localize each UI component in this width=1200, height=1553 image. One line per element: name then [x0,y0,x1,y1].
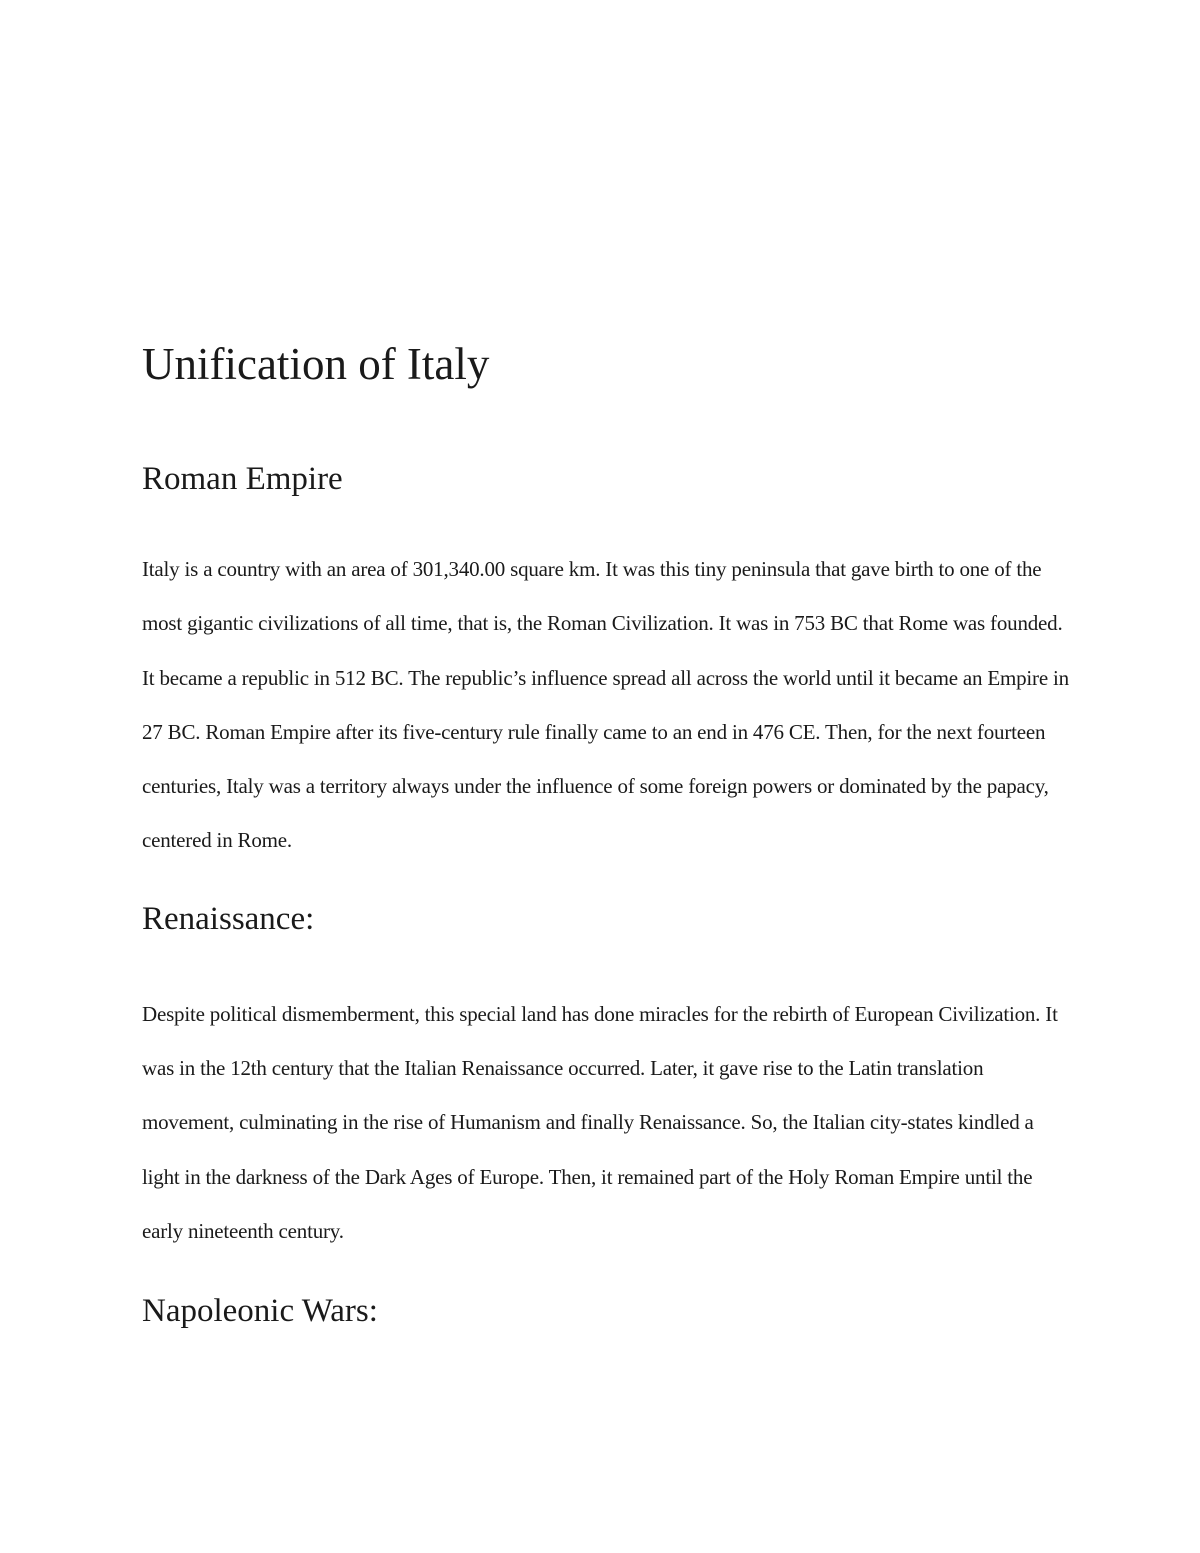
section-heading-napoleonic-wars: Napoleonic Wars: [142,1293,378,1330]
section-heading-renaissance: Renaissance: [142,900,315,937]
document-content [142,334,1072,1331]
section-paragraph-renaissance: Despite political dismemberment, this special land has done miracles for the rebirth of European Civilization. It was in the 12th century that the Italian Renaissance occurred. Later, it gave rise to the Latin translation movement, culminating in the rise of Humanism and finally Renaissance. So, the Italian city-states kindled a light in the darkness of the Dark Ages of Europe. Then, it remained part of the Holy Roman Empire until the early nineteenth century. [142,1001,1058,1243]
section-paragraph-roman-empire: Italy is a country with an area of 301,340.00 square km. It was this tiny peninsula that gave birth to one of the most gigantic civilizations of all time, that is, the Roman Civilization. It was in 753 BC that Rome was founded. It became a republic in 512 BC. The republic’s influence spread all across the world until it became an Empire in 27 BC. Roman Empire after its five-century rule finally came to an end in 476 CE. Then, for the next fourteen centuries, Italy was a territory always under the influence of some foreign powers or dominated by the papacy, centered in Rome. [142,557,1069,853]
document-title: Unification of Italy [142,339,490,389]
section-heading-roman-empire: Roman Empire [142,461,343,497]
